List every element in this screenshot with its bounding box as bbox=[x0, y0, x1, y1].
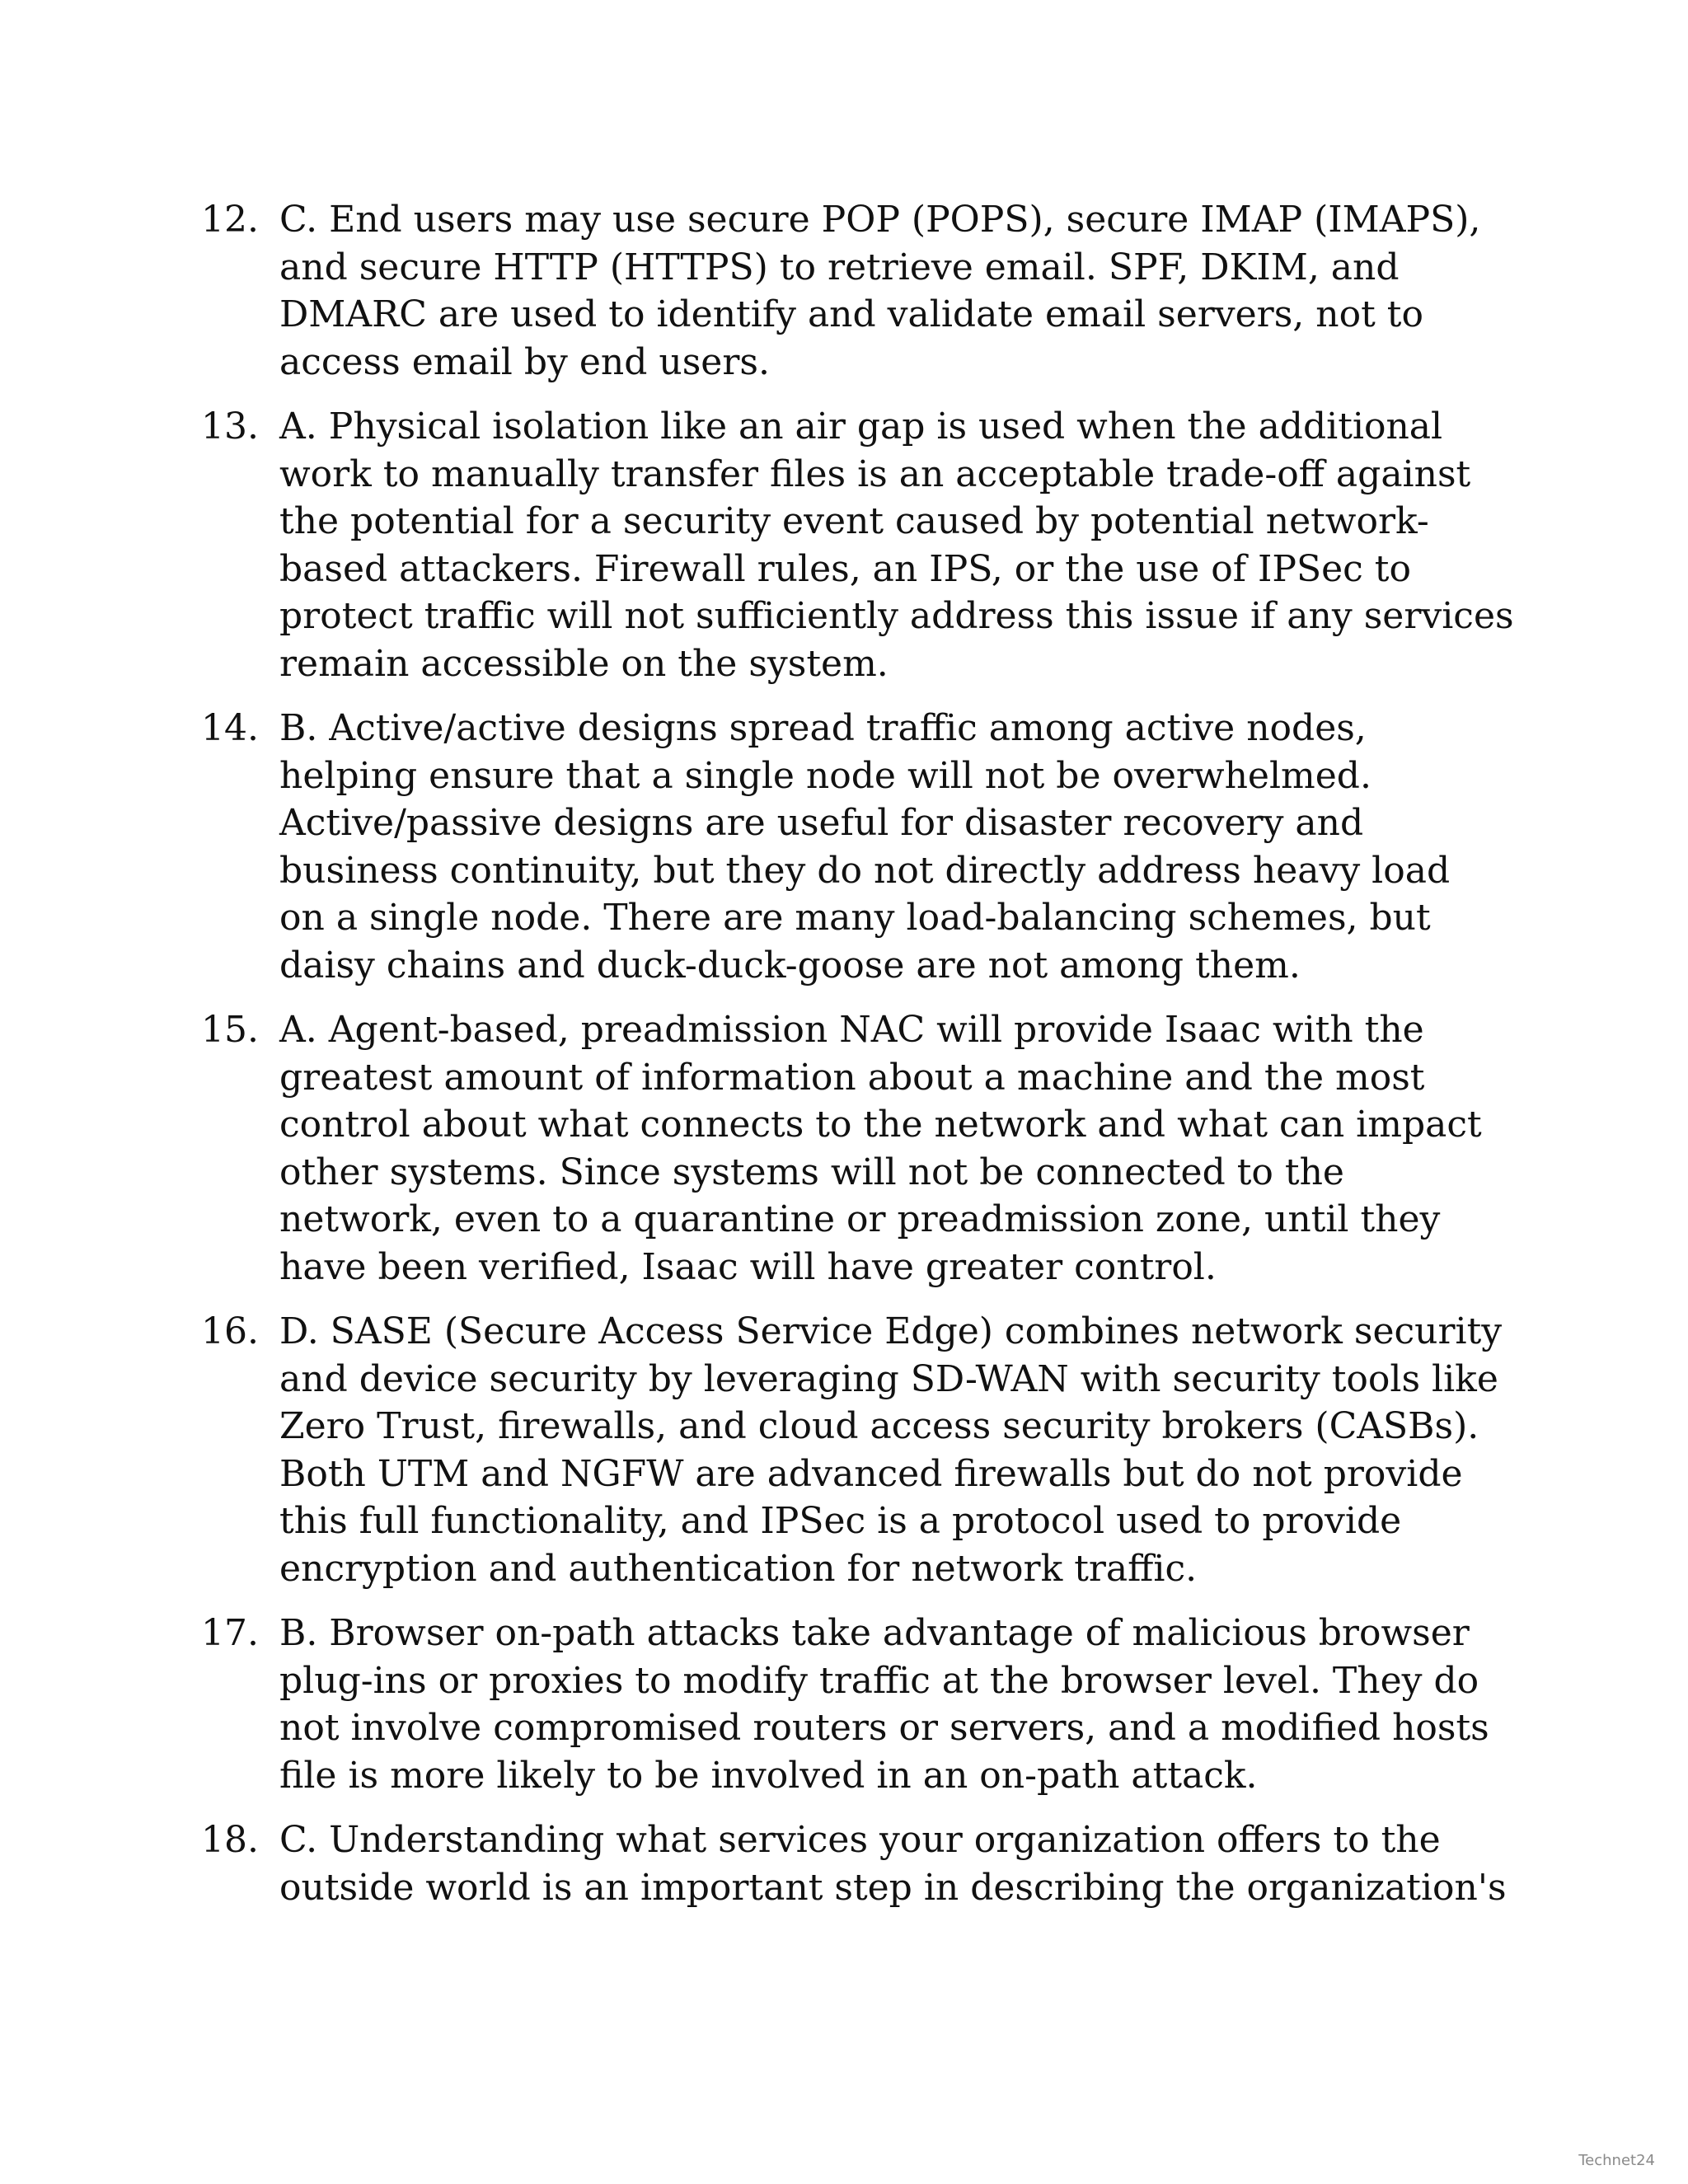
answer-line: access email by end users. bbox=[279, 340, 770, 383]
answer-line: control about what connects to the network and what can impact bbox=[279, 1104, 1482, 1146]
watermark: Technet24 bbox=[1578, 2152, 1655, 2169]
answer-line: C. Understanding what services your organization offers to the bbox=[279, 1819, 1441, 1861]
answer-item-12 bbox=[0, 196, 1688, 386]
answer-line: A. Agent-based, preadmission NAC will provide Isaac with the bbox=[279, 1009, 1424, 1051]
answer-text bbox=[279, 403, 1514, 687]
answer-line: other systems. Since systems will not be connected to the bbox=[279, 1151, 1344, 1193]
answer-line: remain accessible on the system. bbox=[279, 642, 889, 685]
answer-line: network, even to a quarantine or preadmission zone, until they bbox=[279, 1198, 1441, 1240]
answer-line: have been verified, Isaac will have greater control. bbox=[279, 1245, 1217, 1288]
answer-item-16 bbox=[0, 1308, 1688, 1592]
answer-item-13 bbox=[0, 403, 1688, 687]
answer-line: A. Physical isolation like an air gap is used when the additional bbox=[279, 405, 1443, 448]
answer-line: file is more likely to be involved in an on-path attack. bbox=[279, 1754, 1258, 1797]
answer-line: B. Browser on-path attacks take advantage of malicious browser bbox=[279, 1612, 1470, 1654]
answer-line: the potential for a security event caused by potential network- bbox=[279, 500, 1429, 542]
answer-line: encryption and authentication for network traffic. bbox=[279, 1547, 1198, 1590]
answer-number: 18. bbox=[201, 1819, 259, 1861]
answer-line: this full functionality, and IPSec is a protocol used to provide bbox=[279, 1500, 1402, 1542]
answer-number: 12. bbox=[201, 199, 259, 241]
answer-item-17 bbox=[0, 1610, 1688, 1799]
answer-line: not involve compromised routers or servers, and a modified hosts bbox=[279, 1707, 1489, 1749]
answer-text bbox=[279, 1006, 1483, 1291]
answer-item-18 bbox=[0, 1816, 1688, 1911]
answer-line: D. SASE (Secure Access Service Edge) combines network security bbox=[279, 1310, 1503, 1352]
answer-line: Zero Trust, firewalls, and cloud access security brokers (CASBs). bbox=[279, 1405, 1479, 1447]
answer-line: helping ensure that a single node will not be overwhelmed. bbox=[279, 754, 1372, 797]
answer-number: 13. bbox=[201, 405, 259, 448]
answer-line: C. End users may use secure POP (POPS), secure IMAP (IMAPS), bbox=[279, 199, 1481, 241]
answer-line: greatest amount of information about a machine and the most bbox=[279, 1056, 1425, 1099]
answer-text bbox=[279, 1308, 1503, 1592]
answer-line: work to manually transfer files is an acceptable trade-off against bbox=[279, 452, 1471, 495]
answer-line: and device security by leveraging SD-WAN with security tools like bbox=[279, 1357, 1498, 1400]
answer-number: 16. bbox=[201, 1310, 259, 1352]
answer-line: business continuity, but they do not directly address heavy load bbox=[279, 849, 1451, 892]
answer-line: and secure HTTP (HTTPS) to retrieve email. SPF, DKIM, and bbox=[279, 246, 1400, 288]
answer-line: B. Active/active designs spread traffic among active nodes, bbox=[279, 707, 1367, 749]
answer-line: DMARC are used to identify and validate email servers, not to bbox=[279, 293, 1423, 335]
answer-item-14 bbox=[0, 705, 1688, 989]
answer-line: outside world is an important step in describing the organization's bbox=[279, 1866, 1507, 1909]
answer-line: plug-ins or proxies to modify traffic at the browser level. They do bbox=[279, 1659, 1479, 1702]
answer-line: Active/passive designs are useful for disaster recovery and bbox=[279, 802, 1364, 844]
answer-text bbox=[279, 196, 1483, 386]
answer-text bbox=[279, 1816, 1507, 1911]
answer-number: 14. bbox=[201, 707, 259, 749]
answer-text bbox=[279, 705, 1483, 989]
answer-line: based attackers. Firewall rules, an IPS, or the use of IPSec to bbox=[279, 547, 1411, 590]
answer-item-15 bbox=[0, 1006, 1688, 1291]
answer-line: on a single node. There are many load-balancing schemes, but bbox=[279, 897, 1431, 939]
answer-line: Both UTM and NGFW are advanced firewalls but do not provide bbox=[279, 1452, 1463, 1495]
answer-text bbox=[279, 1610, 1489, 1799]
answer-number: 17. bbox=[201, 1612, 259, 1654]
answer-line: protect traffic will not sufficiently address this issue if any services bbox=[279, 595, 1514, 637]
answer-line: daisy chains and duck-duck-goose are not among them. bbox=[279, 944, 1301, 987]
answer-list bbox=[0, 196, 1688, 1929]
answer-number: 15. bbox=[201, 1009, 259, 1051]
